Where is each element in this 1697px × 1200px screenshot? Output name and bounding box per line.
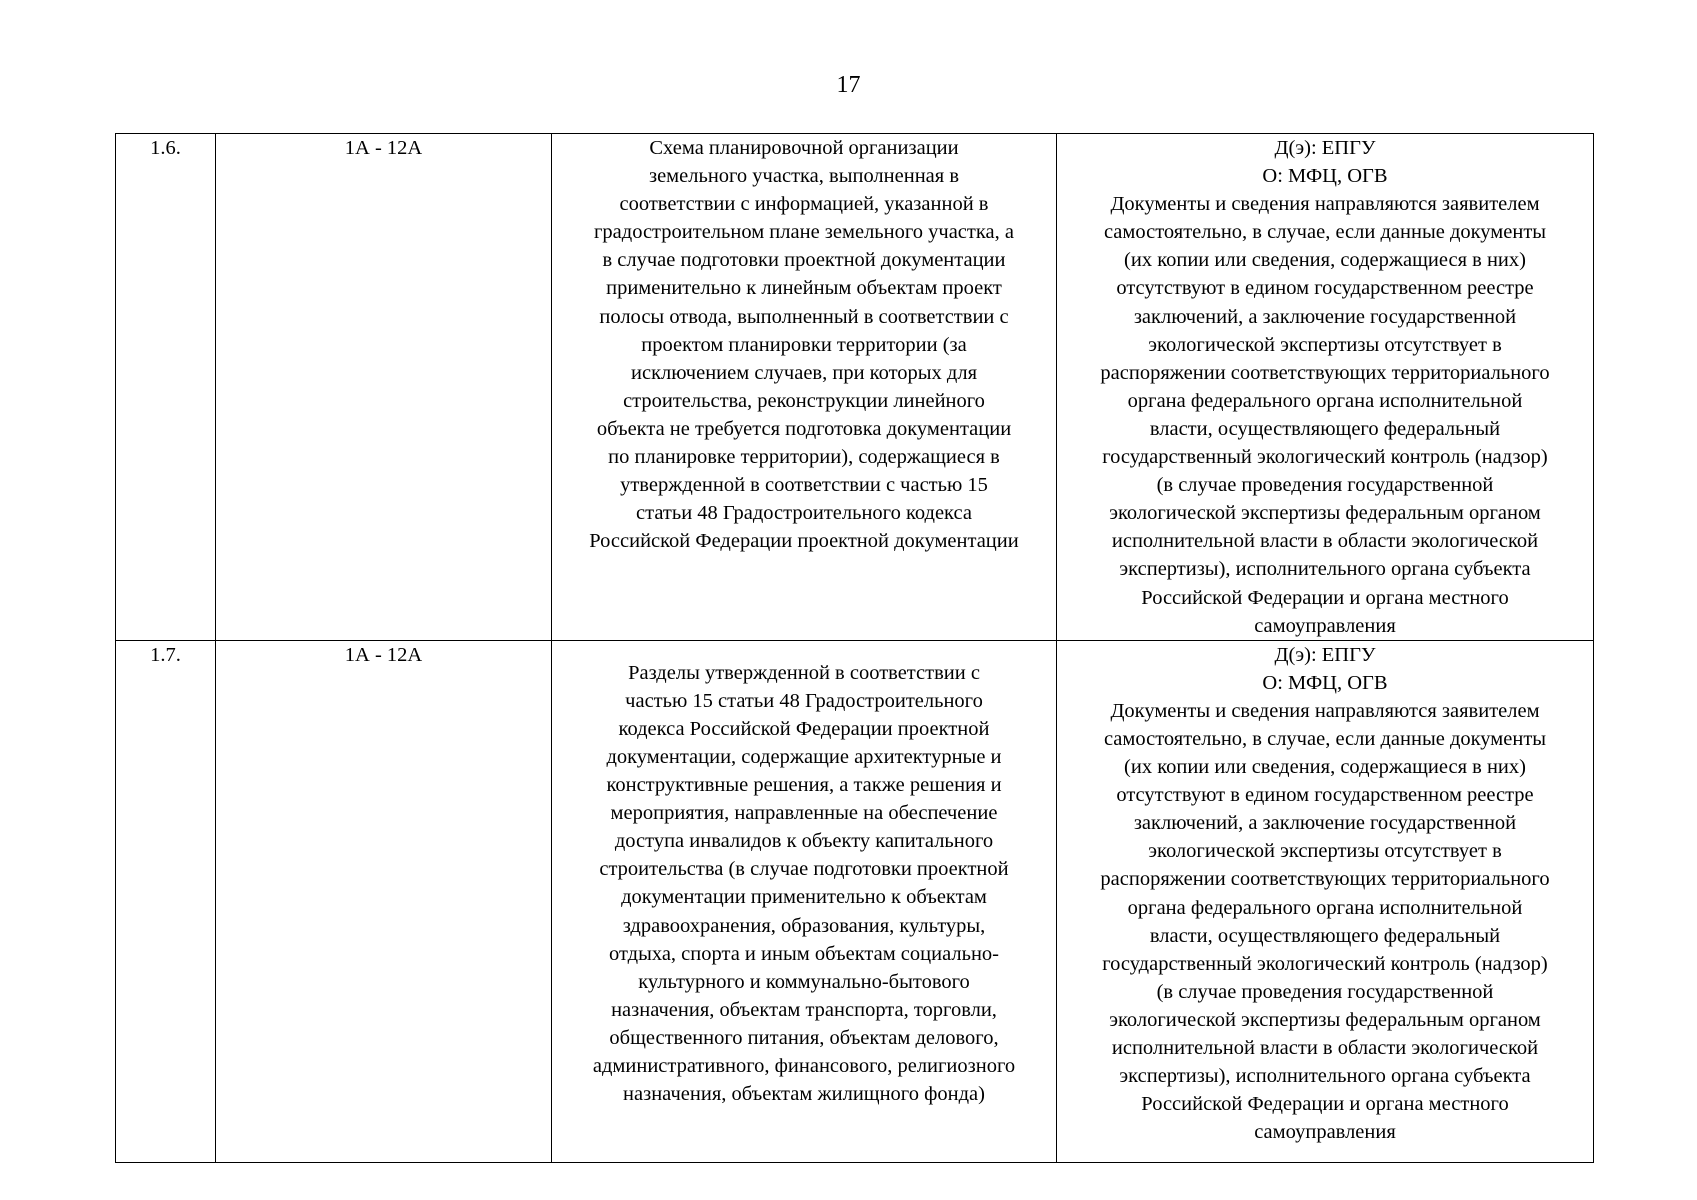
description-line: документации, содержащие архитектурные и bbox=[606, 745, 1002, 768]
source-line: отсутствуют в едином государственном реестре bbox=[1116, 784, 1534, 807]
source-line: экологической экспертизы федеральным органом bbox=[1109, 1008, 1541, 1031]
description-line: кодекса Российской Федерации проектной bbox=[618, 717, 990, 740]
source-line: Документы и сведения направляются заявителем bbox=[1110, 699, 1540, 722]
description-line: назначения, объектам жилищного фонда) bbox=[623, 1083, 985, 1106]
document-table bbox=[115, 133, 1594, 1163]
row-description-cell bbox=[552, 134, 1057, 641]
source-line: государственный экологический контроль (надзор) bbox=[1102, 952, 1548, 975]
description-line: общественного питания, объектам делового, bbox=[609, 1026, 999, 1049]
description-line: статьи 48 Градостроительного кодекса bbox=[636, 502, 972, 525]
row-number-cell: 1.7. bbox=[116, 640, 216, 1162]
source-line: (в случае проведения государственной bbox=[1156, 980, 1494, 1003]
description-line: строительства (в случае подготовки проектной bbox=[599, 858, 1009, 881]
source-line: самоуправления bbox=[1254, 614, 1396, 637]
source-line: государственный экологический контроль (надзор) bbox=[1102, 446, 1548, 469]
description-line: документации применительно к объектам bbox=[621, 886, 987, 909]
description-line: частью 15 статьи 48 Градостроительного bbox=[625, 689, 983, 712]
row-source-cell bbox=[1057, 134, 1594, 641]
description-line: назначения, объектам транспорта, торговли, bbox=[611, 998, 997, 1021]
description-line: в случае подготовки проектной документации bbox=[602, 249, 1006, 272]
description-line: отдыха, спорта и иным объектам социально- bbox=[608, 942, 999, 965]
description-line: мероприятия, направленные на обеспечение bbox=[610, 802, 998, 825]
source-line: (их копии или сведения, содержащиеся в них) bbox=[1124, 756, 1526, 779]
source-line: (их копии или сведения, содержащиеся в них) bbox=[1124, 249, 1526, 272]
table-row bbox=[116, 640, 1594, 1162]
source-line: распоряжении соответствующих территориального bbox=[1100, 361, 1550, 384]
source-line: экспертизы), исполнительного органа субъекта bbox=[1119, 1065, 1531, 1088]
source-line: (в случае проведения государственной bbox=[1156, 474, 1494, 497]
description-line: доступа инвалидов к объекту капитального bbox=[614, 830, 994, 853]
description-line: Разделы утвержденной в соответствии с bbox=[628, 661, 980, 684]
source-line: заключений, а заключение государственной bbox=[1133, 305, 1517, 328]
description-line: строительства, реконструкции линейного bbox=[623, 389, 985, 412]
source-line: экспертизы), исполнительного органа субъекта bbox=[1119, 558, 1531, 581]
description-line: Российской Федерации проектной документации bbox=[589, 530, 1019, 553]
source-line: О: МФЦ, ОГВ bbox=[1262, 165, 1388, 188]
source-line: экологической экспертизы отсутствует в bbox=[1148, 840, 1502, 863]
source-line: Д(э): ЕПГУ bbox=[1274, 643, 1376, 666]
description-line: градостроительном плане земельного участка, а bbox=[594, 221, 1014, 244]
source-line: самостоятельно, в случае, если данные документы bbox=[1103, 727, 1547, 750]
page-number: 17 bbox=[836, 72, 861, 98]
description-line: Схема планировочной организации bbox=[649, 137, 959, 159]
description-line: утвержденной в соответствии с частью 15 bbox=[620, 474, 988, 497]
row-code-cell: 1А - 12А bbox=[216, 640, 552, 1162]
source-line: власти, осуществляющего федеральный bbox=[1149, 924, 1501, 947]
description-line: земельного участка, выполненная в bbox=[648, 165, 960, 188]
description-line: по планировке территории), содержащиеся в bbox=[608, 446, 1000, 469]
source-line: Д(э): ЕПГУ bbox=[1274, 137, 1376, 159]
source-line: исполнительной власти в области экологической bbox=[1111, 1037, 1539, 1059]
row-source-cell bbox=[1057, 640, 1594, 1162]
table-row bbox=[116, 134, 1594, 641]
source-line: органа федерального органа исполнительной bbox=[1127, 896, 1523, 919]
row-number-cell: 1.6. bbox=[116, 134, 216, 641]
source-line: Документы и сведения направляются заявителем bbox=[1110, 193, 1540, 216]
source-line: распоряжении соответствующих территориального bbox=[1100, 868, 1550, 891]
source-line: самостоятельно, в случае, если данные документы bbox=[1103, 221, 1547, 244]
source-line: экологической экспертизы федеральным органом bbox=[1109, 502, 1541, 525]
source-line: Российской Федерации и органа местного bbox=[1141, 1093, 1509, 1116]
source-line: Российской Федерации и органа местного bbox=[1141, 586, 1509, 609]
description-line: здравоохранения, образования, культуры, bbox=[622, 914, 986, 937]
source-line: экологической экспертизы отсутствует в bbox=[1148, 333, 1502, 356]
description-line: соответствии с информацией, указанной в bbox=[619, 193, 989, 216]
source-line: исполнительной власти в области экологической bbox=[1111, 530, 1539, 553]
source-line: отсутствуют в едином государственном реестре bbox=[1116, 277, 1534, 300]
description-line: проектом планировки территории (за bbox=[641, 333, 967, 356]
description-line: полосы отвода, выполненный в соответствии с bbox=[599, 305, 1009, 328]
description-line: применительно к линейным объектам проект bbox=[606, 277, 1002, 300]
row-description-cell bbox=[552, 640, 1057, 1162]
description-line: административного, финансового, религиозного bbox=[592, 1055, 1016, 1077]
description-line: объекта не требуется подготовка документации bbox=[596, 417, 1012, 440]
source-line: О: МФЦ, ОГВ bbox=[1262, 671, 1388, 694]
description-line: конструктивные решения, а также решения и bbox=[606, 774, 1002, 797]
source-line: самоуправления bbox=[1254, 1121, 1396, 1144]
row-code-cell: 1А - 12А bbox=[216, 134, 552, 641]
description-line: культурного и коммунально-бытового bbox=[638, 970, 970, 993]
source-line: заключений, а заключение государственной bbox=[1133, 812, 1517, 835]
source-line: органа федерального органа исполнительной bbox=[1127, 389, 1523, 412]
description-line: исключением случаев, при которых для bbox=[631, 361, 977, 384]
source-line: власти, осуществляющего федеральный bbox=[1149, 417, 1501, 440]
